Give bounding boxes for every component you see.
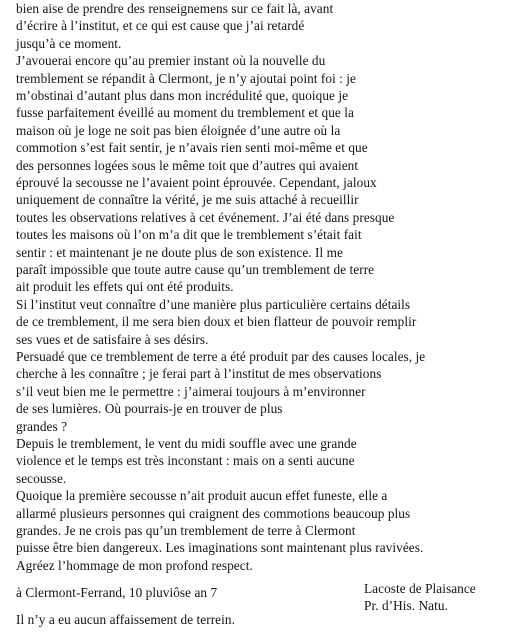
body-line: ait produit les effets qui ont été produits. — [16, 279, 234, 294]
body-line: jusqu’à ce moment. — [16, 36, 122, 51]
body-line: ses vues et de satisfaire à ses désirs. — [16, 332, 209, 347]
body-line: violence et le temps est très inconstant : mais on a senti aucune — [16, 453, 355, 468]
body-line: commotion s’est fait sentir, je n’avais rien senti moi-même et que — [16, 140, 368, 155]
body-line: de ses lumières. Où pourrais-je en trouver de plus — [16, 401, 283, 416]
body-line: sentir : et maintenant je ne doute plus de son existence. Il me — [16, 245, 343, 260]
place-date: à Clermont-Ferrand, 10 pluviôse an 7 — [16, 585, 218, 600]
body-line: uniquement de connaître la vérité, je me suis attaché à recueillir — [16, 192, 359, 207]
body-line: Agréez l’hommage de mon profond respect. — [16, 558, 253, 573]
body-line: cherche à les connaître ; je ferai part à l’institut de mes observations — [16, 366, 382, 381]
body-line: éprouvé la secousse ne l’avaient point éprouvée. Cependant, jaloux — [16, 175, 377, 190]
body-line: maison où je loge ne soit pas bien éloignée d’une autre où la — [16, 123, 341, 138]
body-line: grandes. Je ne crois pas qu’un tremblement de terre à Clermont — [16, 523, 356, 538]
body-line: de ce tremblement, il me sera bien doux et bien flatteur de pouvoir remplir — [16, 314, 417, 329]
body-line: s’il veut bien me le permettre : j’aimerai toujours à m’environner — [16, 384, 366, 399]
body-line: secousse. — [16, 471, 67, 486]
body-line: paraît impossible que toute autre cause qu’un tremblement de terre — [16, 262, 375, 277]
body-line: tremblement se répandit à Clermont, je n’y ajoutai point foi : je — [16, 71, 357, 86]
signature-name: Lacoste de Plaisance — [364, 581, 476, 596]
body-line: m’obstinai d’autant plus dans mon incrédulité que, quoique je — [16, 88, 349, 103]
body-line: Persuadé que ce tremblement de terre a été produit par des causes locales, je — [16, 349, 426, 364]
body-line: puisse être bien dangereux. Les imaginations sont maintenant plus ravivées. — [16, 540, 424, 555]
postscript: Il n’y a eu aucun affaissement de terrein. — [16, 612, 235, 627]
body-line: d’écrire à l’institut, et ce qui est cause que j’ai retardé — [16, 18, 305, 33]
body-line: Depuis le tremblement, le vent du midi souffle avec une grande — [16, 436, 357, 451]
body-line: toutes les observations relatives à cet événement. J’ai été dans presque — [16, 210, 395, 225]
body-line: Quoique la première secousse n’ait produit aucun effet funeste, elle a — [16, 488, 388, 503]
signature-title: Pr. d’His. Natu. — [364, 598, 448, 613]
body-line: Si l’institut veut connaître d’une manière plus particulière certains détails — [16, 297, 411, 312]
body-line: allarmé plusieurs personnes qui craignent des commotions beaucoup plus — [16, 506, 411, 521]
body-line: toutes les maisons où l’on m’a dit que le tremblement s’était fait — [16, 227, 362, 242]
body-line: des personnes logées sous le même toit que d’autres qui avaient — [16, 158, 359, 173]
body-line: fusse parfaitement éveillé au moment du tremblement et que la — [16, 105, 354, 120]
body-line: J’avouerai encore qu’au premier instant où la nouvelle du — [16, 53, 326, 68]
body-line: grandes ? — [16, 419, 68, 434]
body-line: bien aise de prendre des renseignemens sur ce fait là, avant — [16, 1, 334, 16]
